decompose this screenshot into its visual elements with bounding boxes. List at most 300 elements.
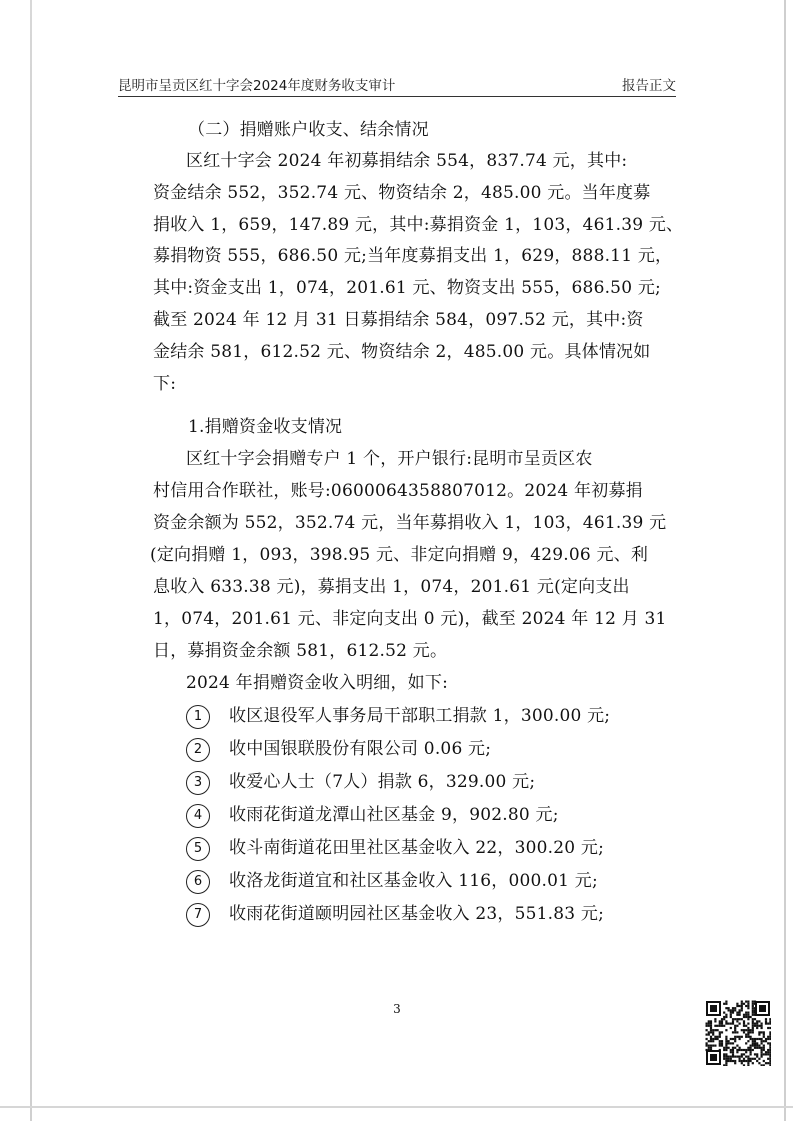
qr-module (706, 1034, 708, 1036)
qr-module (739, 1038, 741, 1040)
qr-module (747, 1040, 749, 1042)
list-item-text: 收雨花街道颐明园社区基金收入 23，551.83 元; (229, 904, 605, 924)
qr-module (745, 1034, 747, 1036)
qr-module (728, 1009, 730, 1011)
qr-module (763, 1040, 765, 1042)
qr-module (728, 1042, 730, 1044)
qr-module (752, 1027, 754, 1029)
qr-module (756, 1056, 758, 1058)
qr-module (710, 1023, 712, 1025)
qr-module (754, 1040, 756, 1042)
qr-module (708, 1020, 710, 1022)
header-rule (118, 96, 676, 97)
qr-module (765, 1023, 767, 1025)
qr-module (739, 1014, 741, 1016)
qr-module (736, 1049, 738, 1051)
list-marker: 5 (186, 837, 210, 861)
qr-module (767, 1062, 769, 1064)
subsection-heading: 1.捐赠资金收支情况 (188, 417, 343, 437)
qr-module (745, 1051, 747, 1053)
qr-module (721, 1023, 723, 1025)
qr-module (736, 1025, 738, 1027)
qr-module (725, 1064, 727, 1066)
qr-module (725, 1020, 727, 1022)
qr-module (750, 1053, 752, 1055)
qr-module (732, 1038, 734, 1040)
qr-module (712, 1040, 714, 1042)
qr-module (756, 1020, 758, 1022)
qr-module (734, 1009, 736, 1011)
qr-module (752, 1040, 754, 1042)
qr-module (747, 1001, 749, 1003)
qr-module (769, 1023, 771, 1025)
qr-module (747, 1064, 749, 1066)
qr-module (747, 1014, 749, 1016)
qr-module (710, 1038, 712, 1040)
qr-module (710, 1040, 712, 1042)
qr-module (723, 1053, 725, 1055)
qr-module (710, 1025, 712, 1027)
qr-module (719, 1040, 721, 1042)
qr-module (736, 1045, 738, 1047)
qr-module (758, 1058, 760, 1060)
qr-module (723, 1003, 725, 1005)
qr-module (721, 1040, 723, 1042)
qr-module (765, 1051, 767, 1053)
qr-module (736, 1003, 738, 1005)
header-section: 报告正文 (622, 78, 676, 94)
qr-module (754, 1025, 756, 1027)
qr-module (730, 1027, 732, 1029)
qr-module (739, 1012, 741, 1014)
paragraph-line: 1，074，201.61 元、非定向支出 0 元)，截至 2024 年 12 月 31 (153, 609, 667, 629)
qr-module (712, 1029, 714, 1031)
qr-module (717, 1025, 719, 1027)
qr-module (739, 1056, 741, 1058)
qr-module (747, 1049, 749, 1051)
qr-module (723, 1018, 725, 1020)
qr-module (736, 1031, 738, 1033)
qr-module (769, 1058, 771, 1060)
qr-module (725, 1014, 727, 1016)
qr-module (747, 1060, 749, 1062)
qr-module (719, 1036, 721, 1038)
qr-module (769, 1038, 771, 1040)
qr-module (725, 1045, 727, 1047)
qr-module (745, 1029, 747, 1031)
qr-module (732, 1009, 734, 1011)
qr-module (747, 1018, 749, 1020)
paragraph-line: 息收入 633.38 元)，募捐支出 1，074，201.61 元(定向支出 (153, 577, 630, 597)
qr-module (725, 1007, 727, 1009)
paragraph-line: 其中:资金支出 1，074，201.61 元、物资支出 555，686.50 元; (153, 278, 661, 298)
qr-module (730, 1014, 732, 1016)
qr-module (752, 1049, 754, 1051)
qr-module (706, 1045, 708, 1047)
qr-module (730, 1060, 732, 1062)
qr-module (736, 1014, 738, 1016)
qr-module (745, 1049, 747, 1051)
qr-module (730, 1016, 732, 1018)
qr-module (745, 1036, 747, 1038)
qr-module (725, 1001, 727, 1003)
qr-module (750, 1031, 752, 1033)
qr-module (750, 1060, 752, 1062)
qr-module (769, 1018, 771, 1020)
qr-module (767, 1027, 769, 1029)
list-marker: 4 (186, 804, 210, 828)
list-item-text: 收雨花街道龙潭山社区基金 9，902.80 元; (229, 805, 559, 825)
qr-module (730, 1049, 732, 1051)
qr-module (765, 1062, 767, 1064)
qr-module (765, 1020, 767, 1022)
qr-module (750, 1051, 752, 1053)
list-marker: 2 (186, 738, 210, 762)
qr-module (712, 1045, 714, 1047)
paragraph-line: (定向捐赠 1，093，398.95 元、非定向捐赠 9，429.06 元、利 (150, 545, 649, 565)
qr-module (763, 1045, 765, 1047)
qr-module (723, 1047, 725, 1049)
paragraph-line: 区红十字会捐赠专户 1 个，开户银行:昆明市呈贡区农 (186, 449, 593, 469)
qr-module (708, 1031, 710, 1033)
qr-module (723, 1058, 725, 1060)
qr-module (745, 1042, 747, 1044)
qr-module (739, 1049, 741, 1051)
qr-module (767, 1038, 769, 1040)
list-item-text: 收区退役军人事务局干部职工捐款 1，300.00 元; (229, 706, 611, 726)
qr-module (725, 1016, 727, 1018)
qr-module (730, 1058, 732, 1060)
qr-module (769, 1060, 771, 1062)
qr-module (741, 1053, 743, 1055)
paragraph-line: 日，募捐资金余额 581，612.52 元。 (153, 641, 448, 661)
qr-code-icon (705, 1000, 771, 1066)
qr-module (761, 1023, 763, 1025)
qr-module (710, 1029, 712, 1031)
qr-module (758, 1045, 760, 1047)
qr-module (732, 1056, 734, 1058)
qr-module (747, 1016, 749, 1018)
qr-module (736, 1012, 738, 1014)
qr-module (743, 1060, 745, 1062)
qr-module (717, 1036, 719, 1038)
scan-edge-left (30, 0, 32, 1121)
qr-module (708, 1040, 710, 1042)
qr-module (752, 1005, 754, 1007)
qr-module (769, 1051, 771, 1053)
qr-module (730, 1012, 732, 1014)
list-marker: 1 (186, 705, 210, 729)
qr-module (745, 1014, 747, 1016)
qr-module (734, 1056, 736, 1058)
qr-module (750, 1016, 752, 1018)
qr-module (758, 1047, 760, 1049)
qr-module (758, 1062, 760, 1064)
qr-module (725, 1038, 727, 1040)
qr-module (754, 1018, 756, 1020)
qr-module (739, 1005, 741, 1007)
qr-module (739, 1060, 741, 1062)
qr-module (734, 1040, 736, 1042)
list-marker: 6 (186, 870, 210, 894)
qr-module (769, 1053, 771, 1055)
qr-module (719, 1034, 721, 1036)
qr-module (752, 1025, 754, 1027)
qr-module (769, 1064, 771, 1066)
qr-module (761, 1053, 763, 1055)
qr-module (769, 1047, 771, 1049)
qr-module (734, 1047, 736, 1049)
qr-module (758, 1034, 760, 1036)
list-marker: 3 (186, 771, 210, 795)
qr-module (728, 1060, 730, 1062)
qr-module (732, 1060, 734, 1062)
list-item-text: 收洛龙街道宜和社区基金收入 116，000.01 元; (229, 871, 598, 891)
qr-module (710, 1031, 712, 1033)
qr-module (763, 1060, 765, 1062)
qr-module (745, 1060, 747, 1062)
qr-module (769, 1045, 771, 1047)
qr-module (743, 1029, 745, 1031)
qr-module (736, 1056, 738, 1058)
qr-module (739, 1023, 741, 1025)
qr-module (769, 1062, 771, 1064)
qr-module (754, 1045, 756, 1047)
qr-module (719, 1023, 721, 1025)
qr-module (752, 1062, 754, 1064)
qr-module (725, 1053, 727, 1055)
section-heading: （二）捐赠账户收支、结余情况 (188, 120, 429, 140)
qr-module (769, 1056, 771, 1058)
qr-module (765, 1040, 767, 1042)
qr-module (747, 1062, 749, 1064)
qr-module (761, 1047, 763, 1049)
qr-module (706, 1042, 708, 1044)
qr-module (710, 1036, 712, 1038)
qr-module (752, 1001, 754, 1003)
qr-module (730, 1009, 732, 1011)
qr-module (734, 1031, 736, 1033)
qr-module (732, 1042, 734, 1044)
qr-module (723, 1064, 725, 1066)
qr-module (725, 1042, 727, 1044)
paragraph-line: 资金结余 552，352.74 元、物资结余 2，485.00 元。当年度募 (153, 183, 651, 203)
qr-module (763, 1049, 765, 1051)
qr-module (712, 1038, 714, 1040)
qr-module (765, 1018, 767, 1020)
qr-module (734, 1060, 736, 1062)
qr-module (725, 1049, 727, 1051)
qr-module (756, 1023, 758, 1025)
qr-module (725, 1058, 727, 1060)
qr-module (752, 1020, 754, 1022)
qr-module (747, 1031, 749, 1033)
qr-module (769, 1034, 771, 1036)
qr-module (712, 1031, 714, 1033)
qr-module (767, 1058, 769, 1060)
qr-module (728, 1023, 730, 1025)
qr-module (725, 1060, 727, 1062)
qr-module (732, 1047, 734, 1049)
scan-edge-bottom (0, 1106, 793, 1108)
qr-module (752, 1014, 754, 1016)
qr-module (758, 1031, 760, 1033)
qr-module (706, 1029, 708, 1031)
qr-module (728, 1056, 730, 1058)
qr-module (736, 1036, 738, 1038)
qr-module (761, 1027, 763, 1029)
qr-module (741, 1001, 743, 1003)
qr-module (758, 1025, 760, 1027)
paragraph-line: 资金余额为 552，352.74 元，当年募捐收入 1，103，461.39 元 (153, 513, 667, 533)
qr-module (754, 1053, 756, 1055)
qr-module (732, 1031, 734, 1033)
qr-module (767, 1042, 769, 1044)
qr-module (750, 1047, 752, 1049)
qr-module (743, 1020, 745, 1022)
qr-module (769, 1027, 771, 1029)
qr-module (750, 1036, 752, 1038)
qr-module (739, 1058, 741, 1060)
qr-module (741, 1007, 743, 1009)
qr-module (767, 1023, 769, 1025)
qr-module (730, 1056, 732, 1058)
qr-module (747, 1003, 749, 1005)
qr-module (743, 1003, 745, 1005)
qr-module (717, 1029, 719, 1031)
qr-module (756, 1060, 758, 1062)
qr-module (761, 1031, 763, 1033)
qr-module (763, 1031, 765, 1033)
qr-module (750, 1058, 752, 1060)
qr-module (763, 1047, 765, 1049)
qr-module (752, 1058, 754, 1060)
qr-module (767, 1049, 769, 1051)
qr-module (747, 1058, 749, 1060)
qr-module (706, 1023, 708, 1025)
qr-module (741, 1060, 743, 1062)
qr-module (743, 1031, 745, 1033)
qr-module (754, 1038, 756, 1040)
qr-module (736, 1018, 738, 1020)
qr-module (712, 1034, 714, 1036)
qr-module (725, 1056, 727, 1058)
qr-module (741, 1036, 743, 1038)
qr-module (761, 1056, 763, 1058)
qr-module (725, 1036, 727, 1038)
qr-module (734, 1038, 736, 1040)
qr-module (721, 1042, 723, 1044)
qr-module (763, 1036, 765, 1038)
list-item-text: 收爱心人士（7人）捐款 6，329.00 元; (229, 772, 536, 792)
qr-module (730, 1023, 732, 1025)
qr-module (767, 1036, 769, 1038)
qr-module (734, 1007, 736, 1009)
qr-module (734, 1018, 736, 1020)
qr-module (730, 1051, 732, 1053)
qr-module (710, 1020, 712, 1022)
qr-module (750, 1049, 752, 1051)
qr-module (745, 1001, 747, 1003)
qr-module (752, 1038, 754, 1040)
qr-module (747, 1007, 749, 1009)
paragraph-line: 捐收入 1，659，147.89 元，其中:募捐资金 1，103，461.39 元、 (153, 215, 684, 235)
qr-module (732, 1051, 734, 1053)
qr-module (725, 1062, 727, 1064)
qr-module (752, 1042, 754, 1044)
qr-module (739, 1036, 741, 1038)
qr-module (708, 1047, 710, 1049)
qr-module (743, 1023, 745, 1025)
qr-module (747, 1029, 749, 1031)
qr-module (756, 1047, 758, 1049)
qr-module (730, 1038, 732, 1040)
qr-module (721, 1031, 723, 1033)
qr-module (710, 1027, 712, 1029)
qr-module (763, 1064, 765, 1066)
qr-module (732, 1018, 734, 1020)
qr-module (752, 1003, 754, 1005)
paragraph-line: 区红十字会 2024 年初募捐结余 554，837.74 元，其中: (186, 151, 628, 171)
qr-module (769, 1036, 771, 1038)
qr-module (761, 1064, 763, 1066)
qr-module (743, 1064, 745, 1066)
qr-module (752, 1029, 754, 1031)
qr-module (754, 1047, 756, 1049)
qr-module (728, 1058, 730, 1060)
qr-module (734, 1062, 736, 1064)
qr-module (743, 1016, 745, 1018)
qr-module (741, 1018, 743, 1020)
qr-module (756, 1027, 758, 1029)
paragraph-line: 截至 2024 年 12 月 31 日募捐结余 584，097.52 元，其中:资 (153, 310, 644, 330)
qr-module (747, 1005, 749, 1007)
qr-module (710, 1045, 712, 1047)
qr-module (756, 1053, 758, 1055)
qr-module (743, 1053, 745, 1055)
qr-module (736, 1005, 738, 1007)
qr-module (765, 1038, 767, 1040)
scan-edge-right (784, 0, 786, 1121)
qr-module (725, 1003, 727, 1005)
qr-module (761, 1025, 763, 1027)
qr-module (758, 1020, 760, 1022)
paragraph-line: 下: (153, 374, 177, 394)
qr-module (741, 1005, 743, 1007)
qr-module (761, 1049, 763, 1051)
qr-module (754, 1023, 756, 1025)
qr-module (714, 1018, 716, 1020)
qr-module (769, 1042, 771, 1044)
qr-module (728, 1040, 730, 1042)
qr-module (719, 1031, 721, 1033)
qr-module (765, 1053, 767, 1055)
paragraph-line: 金结余 581，612.52 元、物资结余 2，485.00 元。具体情况如 (153, 342, 651, 362)
qr-module (761, 1038, 763, 1040)
qr-module (714, 1025, 716, 1027)
qr-module (728, 1007, 730, 1009)
page-header (118, 72, 676, 94)
qr-module (752, 1009, 754, 1011)
qr-module (714, 1029, 716, 1031)
qr-module (752, 1012, 754, 1014)
qr-module (728, 1047, 730, 1049)
qr-module (756, 1025, 758, 1027)
qr-module (725, 1047, 727, 1049)
qr-module (743, 1049, 745, 1051)
qr-module (747, 1023, 749, 1025)
qr-module (734, 1027, 736, 1029)
